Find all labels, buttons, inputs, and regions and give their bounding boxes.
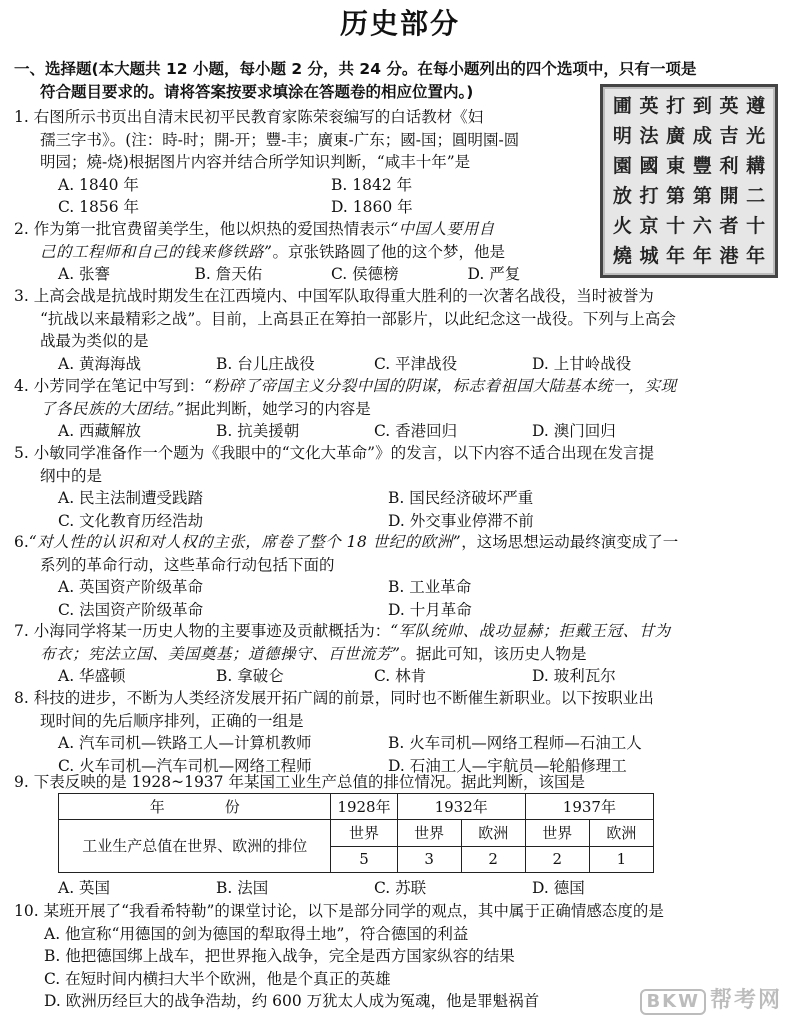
question-7 — [14, 620, 786, 688]
textbook-glyph: 到 — [692, 94, 712, 117]
question-1-line-3: 明园；燒-烧)根据图片内容并结合所学知识判断，“咸丰十年”是 — [40, 153, 471, 171]
option-a[interactable]: A. 华盛顿 — [58, 667, 126, 685]
textbook-glyph: 利 — [719, 154, 739, 177]
textbook-glyph: 廣 — [666, 124, 686, 147]
option-b[interactable]: B. 詹天佑 — [194, 265, 263, 283]
textbook-glyph: 放 — [612, 184, 632, 207]
site-watermark — [640, 989, 782, 1016]
table-subhead: 世界 — [525, 820, 589, 846]
question-6-number: 6. — [14, 533, 29, 551]
question-4-text: 4. 小芳同学在笔记中写到： — [14, 377, 205, 395]
question-5-stem: 5. 小敏同学准备作一个题为《我眼中的“文化大革命”》的发言，以下内容不适合出现在发言提 — [14, 444, 655, 462]
watermark-logo: BKW — [640, 989, 706, 1016]
textbook-glyph: 京 — [639, 214, 659, 237]
textbook-glyph: 吉 — [719, 124, 739, 147]
question-2-quote-cont: 己的工程师和自己的钱来修铁路” — [40, 242, 273, 261]
question-5-line-2: 纲中的是 — [40, 466, 103, 485]
table-subhead: 欧洲 — [461, 820, 525, 846]
textbook-glyph: 英 — [639, 94, 659, 117]
option-c[interactable]: C. 文化教育历经浩劫 — [58, 511, 204, 530]
question-7-line-2 — [14, 643, 786, 666]
question-2-text-cont: 。京张铁路圆了他的这个梦，他是 — [272, 242, 505, 261]
question-3-options — [14, 353, 786, 376]
option-b[interactable]: B. 抗美援朝 — [216, 422, 300, 440]
question-2-options — [14, 263, 604, 286]
option-d[interactable]: D. 十月革命 — [388, 600, 472, 619]
option-b[interactable]: B. 工业革命 — [388, 578, 472, 596]
question-3-line-3: 战最为类似的是 — [40, 332, 149, 350]
textbook-glyph: 六 — [692, 214, 712, 237]
option-b[interactable]: B. 火车司机—网络工程师—石油工人 — [388, 734, 642, 752]
textbook-glyph: 英 — [719, 94, 739, 117]
question-7-stem — [14, 620, 786, 643]
table-cell: 1 — [589, 846, 653, 872]
textbook-glyph: 國 — [639, 154, 659, 177]
textbook-glyph: 港 — [719, 244, 739, 267]
question-8-stem: 8. 科技的进步，不断为人类经济发展开拓广阔的前景，同时也不断催生新职业。以下按职业出 — [14, 689, 654, 707]
textbook-glyph: 遵 — [746, 94, 766, 117]
question-2-stem — [14, 218, 604, 241]
option-a[interactable]: A. 1840 年 — [58, 175, 139, 194]
option-d[interactable]: D. 玻利瓦尔 — [532, 667, 616, 685]
option-c[interactable]: C. 苏联 — [374, 879, 427, 897]
textbook-glyph: 年 — [746, 244, 766, 267]
question-8 — [14, 687, 786, 777]
textbook-glyph: 十 — [746, 214, 766, 237]
textbook-glyph: 光 — [746, 124, 766, 147]
option-b[interactable]: B. 1842 年 — [331, 175, 413, 194]
question-4-text-cont: 据此判断，她学习的内容是 — [184, 399, 371, 418]
option-b[interactable]: B. 台儿庄战役 — [216, 354, 315, 373]
option-b[interactable]: B. 拿破仑 — [216, 667, 284, 685]
table-subhead: 世界 — [331, 820, 397, 846]
question-9 — [14, 771, 786, 794]
textbook-glyph: 二 — [746, 184, 766, 207]
question-9-options — [14, 877, 786, 900]
question-4-stem — [14, 375, 786, 398]
textbook-glyph: 十 — [666, 214, 686, 237]
option-d[interactable]: D. 石油工人—宇航员—轮船修理工 — [388, 756, 627, 775]
option-c[interactable]: C. 平津战役 — [374, 354, 458, 373]
textbook-glyph: 明 — [612, 124, 632, 147]
option-b[interactable]: B. 国民经济破坏严重 — [388, 489, 534, 507]
textbook-glyph: 者 — [719, 214, 739, 237]
question-7-quote-cont: 布衣；宪法立国、美国奠基；道德操守、百世流芳” — [40, 644, 401, 663]
option-d[interactable]: D. 1860 年 — [331, 198, 413, 216]
table-cell: 3 — [397, 846, 461, 872]
question-4-quote: “粉碎了帝国主义分裂中国的阴谋，标志着祖国大陆基本统一，实现 — [204, 377, 677, 395]
textbook-glyph: 圃 — [612, 94, 632, 117]
table-cell: 2 — [525, 846, 589, 872]
question-5-options — [14, 487, 786, 532]
question-6-stem — [14, 531, 786, 554]
option-c[interactable]: C. 在短时间内横扫大半个欧洲，他是个真正的英雄 — [44, 969, 391, 988]
option-d[interactable]: D. 澳门回归 — [532, 422, 616, 440]
option-a[interactable]: A. 他宣称“用德国的剑为德国的犁取得土地”，符合德国的利益 — [44, 924, 469, 943]
option-a[interactable]: A. 张謇 — [58, 265, 111, 283]
textbook-glyph: 開 — [719, 184, 739, 207]
textbook-page-image — [600, 84, 778, 278]
option-d[interactable]: D. 欧洲历经巨大的战争浩劫，约 600 万犹太人成为冤魂，他是罪魁祸首 — [44, 992, 540, 1010]
table-subhead: 世界 — [397, 820, 461, 846]
question-7-text: 7. 小海同学将某一历史人物的主要事迹及贡献概括为： — [14, 622, 391, 640]
question-7-text-cont: 。据此可知，该历史人物是 — [400, 644, 587, 663]
option-c[interactable]: C. 1856 年 — [58, 198, 140, 216]
option-d[interactable]: D. 外交事业停滞不前 — [388, 511, 534, 530]
table-header-year-1: 1928年 — [331, 794, 397, 820]
textbook-glyph: 年 — [692, 244, 712, 267]
watermark-text: 帮考网 — [709, 987, 782, 1013]
question-1-stem: 1. 右图所示书页出自清末民初平民教育家陈荣衮编写的白话教材《妇 — [14, 108, 484, 126]
textbook-glyph: 東 — [666, 154, 686, 177]
question-3-line-2: “抗战以来最精彩之战”。目前，上高县正在筹拍一部影片，以此纪念这一战役。下列与上高会 — [40, 309, 676, 328]
textbook-glyph: 耩 — [746, 154, 766, 177]
question-4 — [14, 375, 786, 443]
table-header-year-2: 1932年 — [397, 794, 525, 820]
option-a[interactable]: A. 汽车司机—铁路工人—计算机教师 — [58, 734, 312, 752]
question-2 — [14, 218, 604, 286]
textbook-glyph: 第 — [666, 184, 686, 207]
option-a[interactable]: A. 西藏解放 — [58, 422, 142, 440]
option-c[interactable]: C. 火车司机—汽车司机—网络工程师 — [58, 756, 312, 775]
question-8-line-2: 现时间的先后顺序排列，正确的一组是 — [40, 711, 304, 730]
option-b[interactable]: B. 他把德国绑上战车，把世界拖入战争，完全是西方国家纵容的结果 — [44, 947, 515, 965]
question-5 — [14, 442, 786, 532]
textbook-glyph: 法 — [639, 124, 659, 147]
table-header-year-3: 1937年 — [525, 794, 653, 820]
option-c[interactable]: C. 香港回归 — [374, 422, 458, 440]
option-d[interactable]: D. 上甘岭战役 — [532, 354, 632, 373]
textbook-glyph: 年 — [666, 244, 686, 267]
question-6-text: ，这场思想运动最终演变成了一 — [461, 533, 679, 551]
option-a[interactable]: A. 英国资产阶级革命 — [58, 578, 204, 596]
textbook-glyph: 城 — [639, 244, 659, 267]
textbook-glyph: 成 — [692, 124, 712, 147]
question-9-stem: 9. 下表反映的是 1928~1937 年某国工业生产总值的排位情况。据此判断，该国是 — [14, 773, 585, 791]
question-4-line-2 — [14, 398, 786, 421]
textbook-glyph: 豐 — [692, 154, 712, 177]
textbook-glyph: 園 — [612, 154, 632, 177]
option-c[interactable]: C. 侯德榜 — [331, 265, 399, 283]
question-2-quote: “中国人要用自 — [390, 220, 495, 238]
question-1-line-2: 孺三字书》。(注：時-时；開-开；豐-丰；廣東-广东；國-国；圓明園-圆 — [40, 130, 520, 149]
question-3-stem: 3. 上高会战是抗战时期发生在江西境内、中国军队取得重大胜利的一次著名战役，当时被誉为 — [14, 287, 654, 305]
table-cell: 5 — [331, 846, 397, 872]
table-cell: 2 — [461, 846, 525, 872]
question-4-quote-cont: 了各民族的大团结。” — [40, 399, 185, 418]
question-3 — [14, 285, 786, 375]
table-subhead: 欧洲 — [589, 820, 653, 846]
question-7-options — [14, 665, 786, 688]
section-line-1: 一、选择题(本大题共 12 小题，每小题 2 分，共 24 分。在每小题列出的四个选项中，只有一项是 — [14, 60, 697, 78]
question-6-line-2: 系列的革命行动，这些革命行动包括下面的 — [40, 555, 335, 574]
question-6-options — [14, 576, 786, 621]
option-a[interactable]: A. 英国 — [58, 879, 111, 897]
question-9-options-wrap — [14, 877, 786, 900]
option-b[interactable]: B. 法国 — [216, 879, 269, 897]
textbook-glyph: 火 — [612, 214, 632, 237]
option-c[interactable]: C. 林肯 — [374, 667, 427, 685]
option-d[interactable]: D. 严复 — [467, 265, 521, 283]
page-title: 历史部分 — [339, 7, 460, 40]
question-2-text: 2. 作为第一批官费留美学生，他以炽热的爱国热情表示 — [14, 220, 391, 238]
option-a[interactable]: A. 黄海海战 — [58, 354, 142, 373]
textbook-glyph: 打 — [639, 184, 659, 207]
question-1-options — [14, 174, 604, 219]
question-6 — [14, 531, 786, 621]
question-6-quote: “对人性的认识和对人权的主张，席卷了整个 18 世纪的欧洲” — [28, 533, 462, 551]
textbook-glyph: 第 — [692, 184, 712, 207]
option-c[interactable]: C. 法国资产阶级革命 — [58, 600, 204, 619]
question-2-line-2 — [14, 241, 604, 264]
table-row-label: 工业生产总值在世界、欧洲的排位 — [59, 820, 331, 873]
table-header-year: 年 份 — [59, 794, 331, 820]
option-a[interactable]: A. 民主法制遭受践踏 — [58, 489, 204, 507]
option-d[interactable]: D. 德国 — [532, 879, 585, 897]
question-4-options — [14, 420, 786, 443]
ranking-table — [58, 793, 654, 873]
question-1 — [14, 106, 604, 219]
question-7-quote: “军队统帅、战功显赫；拒戴王冠、甘为 — [390, 622, 671, 640]
section-line-2: 符合题目要求的。请将答案按要求填涂在答题卷的相应位置内。) — [40, 83, 474, 101]
question-10-stem: 10. 某班开展了“我看希特勒”的课堂讨论，以下是部分同学的观点，其中属于正确情感态度的是 — [14, 902, 664, 920]
textbook-glyph: 燒 — [612, 244, 632, 267]
textbook-glyph: 打 — [666, 94, 686, 117]
